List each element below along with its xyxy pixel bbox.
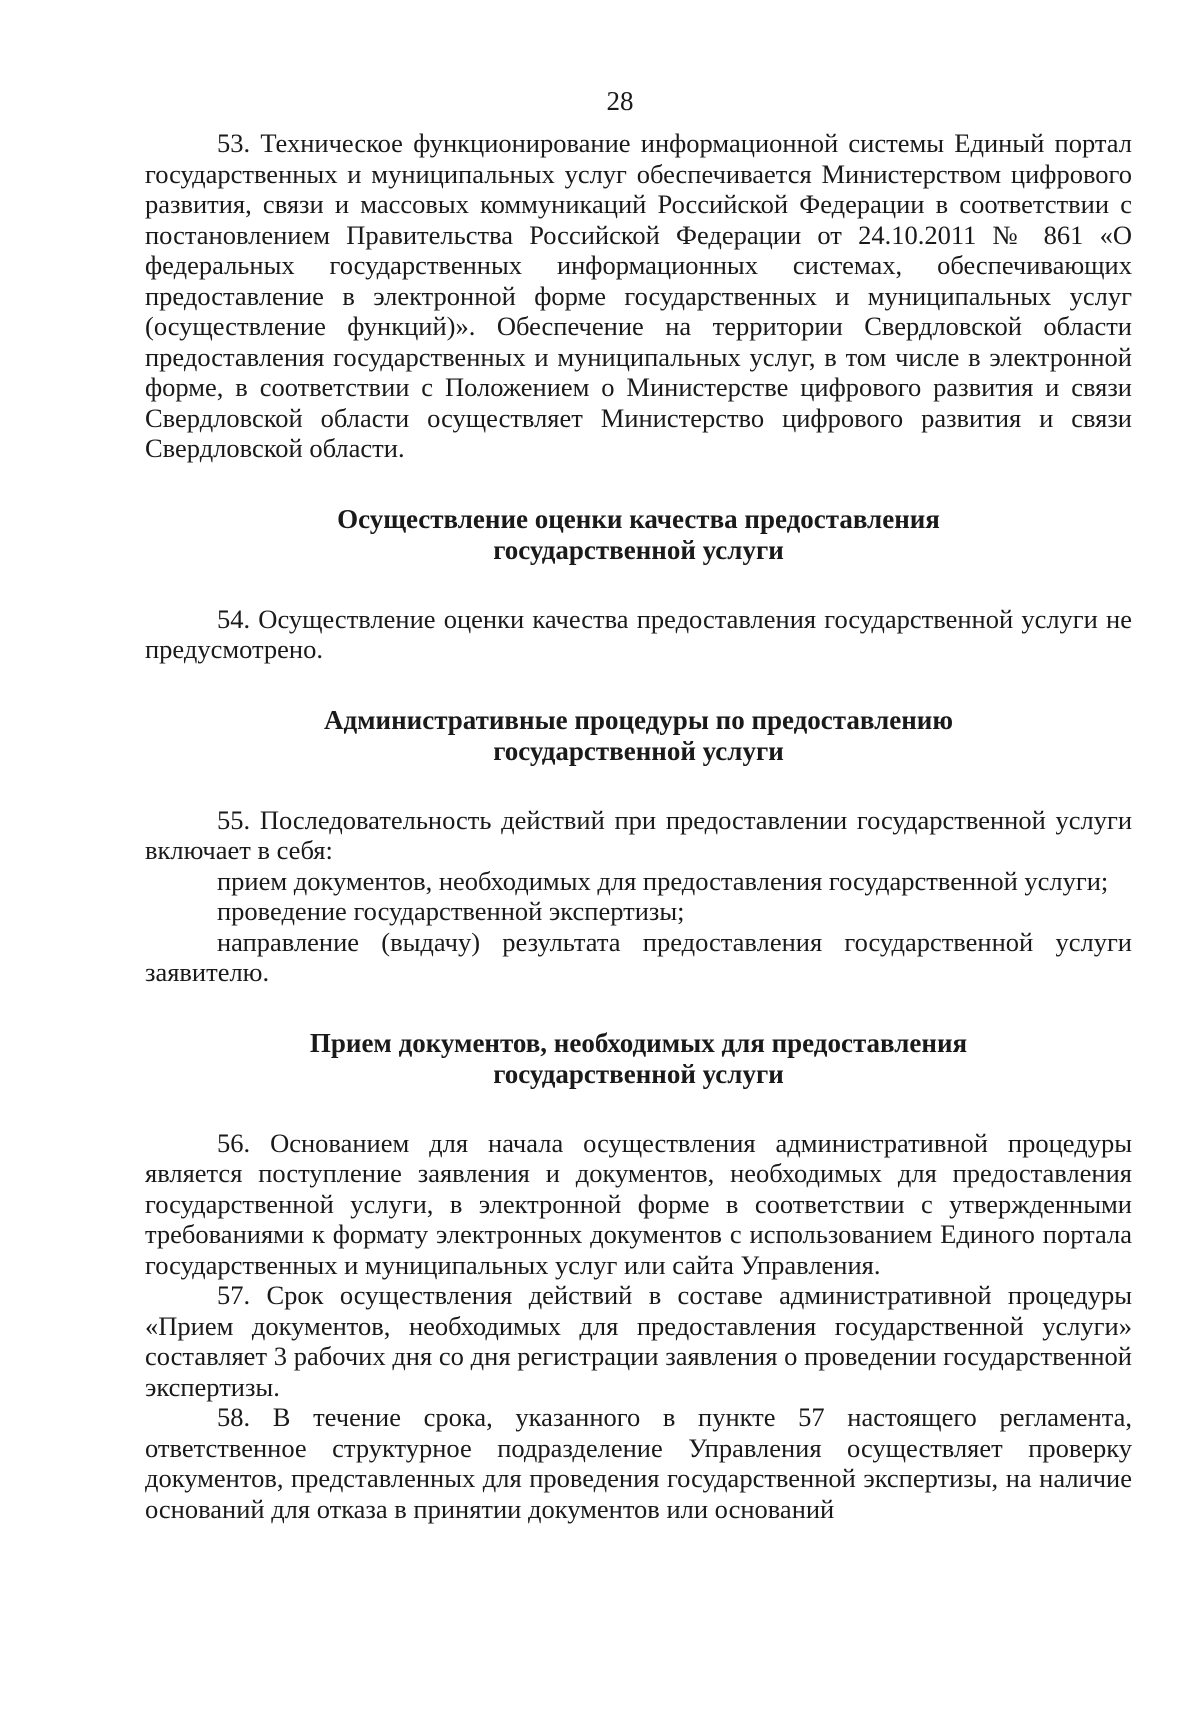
heading-line: Прием документов, необходимых для предоставления [309,1027,968,1058]
paragraph-58: 58. В течение срока, указанного в пункте 57 настоящего регламента, ответственное структурное подразделение Управления осуществляет проверку документов, представленных для проведения государственной экспертизы, на наличие оснований для отказа в принятии документов или оснований [145,1402,1132,1524]
paragraph-57: 57. Срок осуществления действий в составе административной процедуры «Прием документов, необходимых для предоставления государственной услуги» составляет 3 рабочих дня со дня регистрации заявления о проведении государственной экспертизы. [145,1280,1132,1402]
section-heading-document-reception [145,1028,1132,1090]
list-item-reception: прием документов, необходимых для предоставления государственной услуги; [217,865,1109,896]
heading-line: Осуществление оценки качества предоставления [337,503,940,534]
heading-line: государственной услуги [493,534,784,565]
section-heading-quality-assessment [145,504,1132,566]
list-item-result: направление (выдачу) результата предоставления государственной услуги заявителю. [145,926,1132,987]
list-item-expertise: проведение государственной экспертизы; [217,896,685,926]
paragraph-55: 55. Последовательность действий при предоставлении государственной услуги включает в себя: [145,804,1132,865]
paragraph-56: 56. Основанием для начала осуществления административной процедуры является поступление заявления и документов, необходимых для предоставления государственной услуги, в электронной форме в соответствии с утвержденными требованиями к формату электронных документов с использованием Единого портала государственных и муниципальных услуг или сайта Управления. [145,1127,1132,1280]
heading-line: Административные процедуры по предоставлению [324,704,953,735]
document-body [145,128,1132,1524]
section-heading-administrative-procedures [145,705,1132,767]
paragraph-53: 53. Техническое функционирование информационной системы Единый портал государственных и муниципальных услуг обеспечивается Министерством цифрового развития, связи и массовых коммуникаций Российской Федерации в соответствии с постановлением Правительства Российской Федерации от 24.10.2011 № 861 «О федеральных государственных информационных системах, обеспечивающих предоставление в электронной форме государственных и муниципальных услуг (осуществление функций)». Обеспечение на территории Свердловской области предоставления государственных и муниципальных услуг, в том числе в электронной форме, в соответствии с Положением о Министерстве цифрового развития и связи Свердловской области осуществляет Министерство цифрового развития и связи Свердловской области. [145,128,1132,463]
heading-line: государственной услуги [493,1058,784,1089]
heading-line: государственной услуги [493,735,784,766]
page-number: 28 [606,86,634,116]
paragraph-54: 54. Осуществление оценки качества предоставления государственной услуги не предусмотрено. [145,603,1132,664]
